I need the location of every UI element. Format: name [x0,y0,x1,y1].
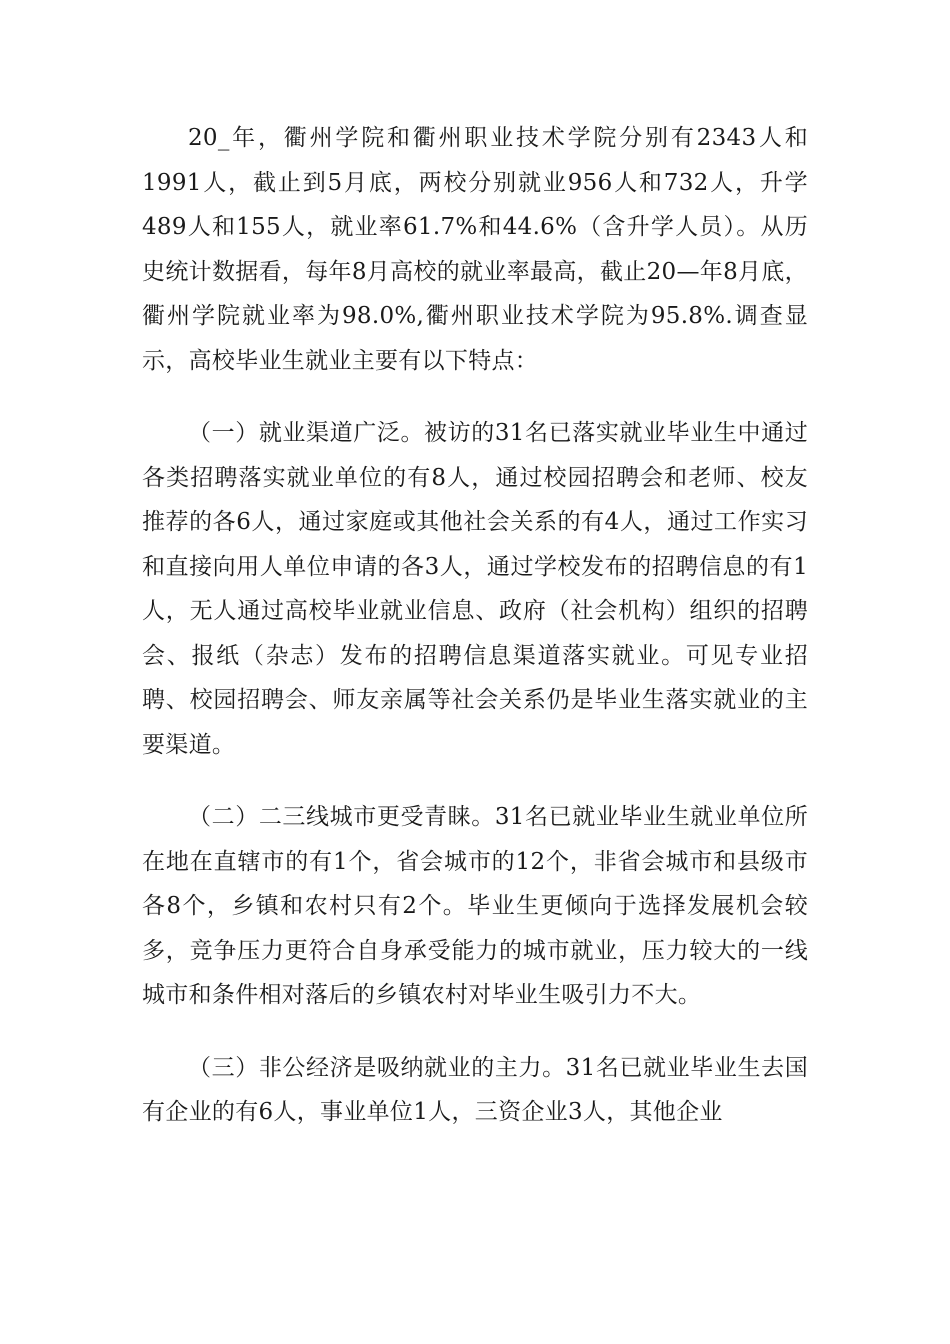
paragraph-employment-channels: （一）就业渠道广泛。被访的31名已落实就业毕业生中通过各类招聘落实就业单位的有8人，通过校园招聘会和老师、校友推荐的各6人，通过家庭或其他社会关系的有4人，通过工作实习和直接向用人单位申请的各3人，通过学校发布的招聘信息的有1人，无人通过高校毕业就业信息、政府（社会机构）组织的招聘会、报纸（杂志）发布的招聘信息渠道落实就业。可见专业招聘、校园招聘会、师友亲属等社会关系仍是毕业生落实就业的主要渠道。 [142,420,808,758]
paragraph-intro: 20_年，衢州学院和衢州职业技术学院分别有2343人和1991人，截止到5月底，两校分别就业956人和732人，升学489人和155人，就业率61.7%和44.6%（含升学人员）。从历史统计数据看，每年8月高校的就业率最高，截止20—年8月底，衢州学院就业率为98.0%,衢州职业技术学院为95.8%.调查显示，高校毕业生就业主要有以下特点： [142,125,808,374]
paragraph-non-public-economy: （三）非公经济是吸纳就业的主力。31名已就业毕业生去国有企业的有6人，事业单位1人，三资企业3人，其他企业 [142,1054,808,1125]
document-body [142,116,808,1163]
paragraph-city-preference: （二）二三线城市更受青睐。31名已就业毕业生就业单位所在地在直辖市的有1个，省会城市的12个，非省会城市和县级市各8个，乡镇和农村只有2个。毕业生更倾向于选择发展机会较多，竞争压力更符合自身承受能力的城市就业，压力较大的一线城市和条件相对落后的乡镇农村对毕业生吸引力不大。 [142,804,808,1008]
